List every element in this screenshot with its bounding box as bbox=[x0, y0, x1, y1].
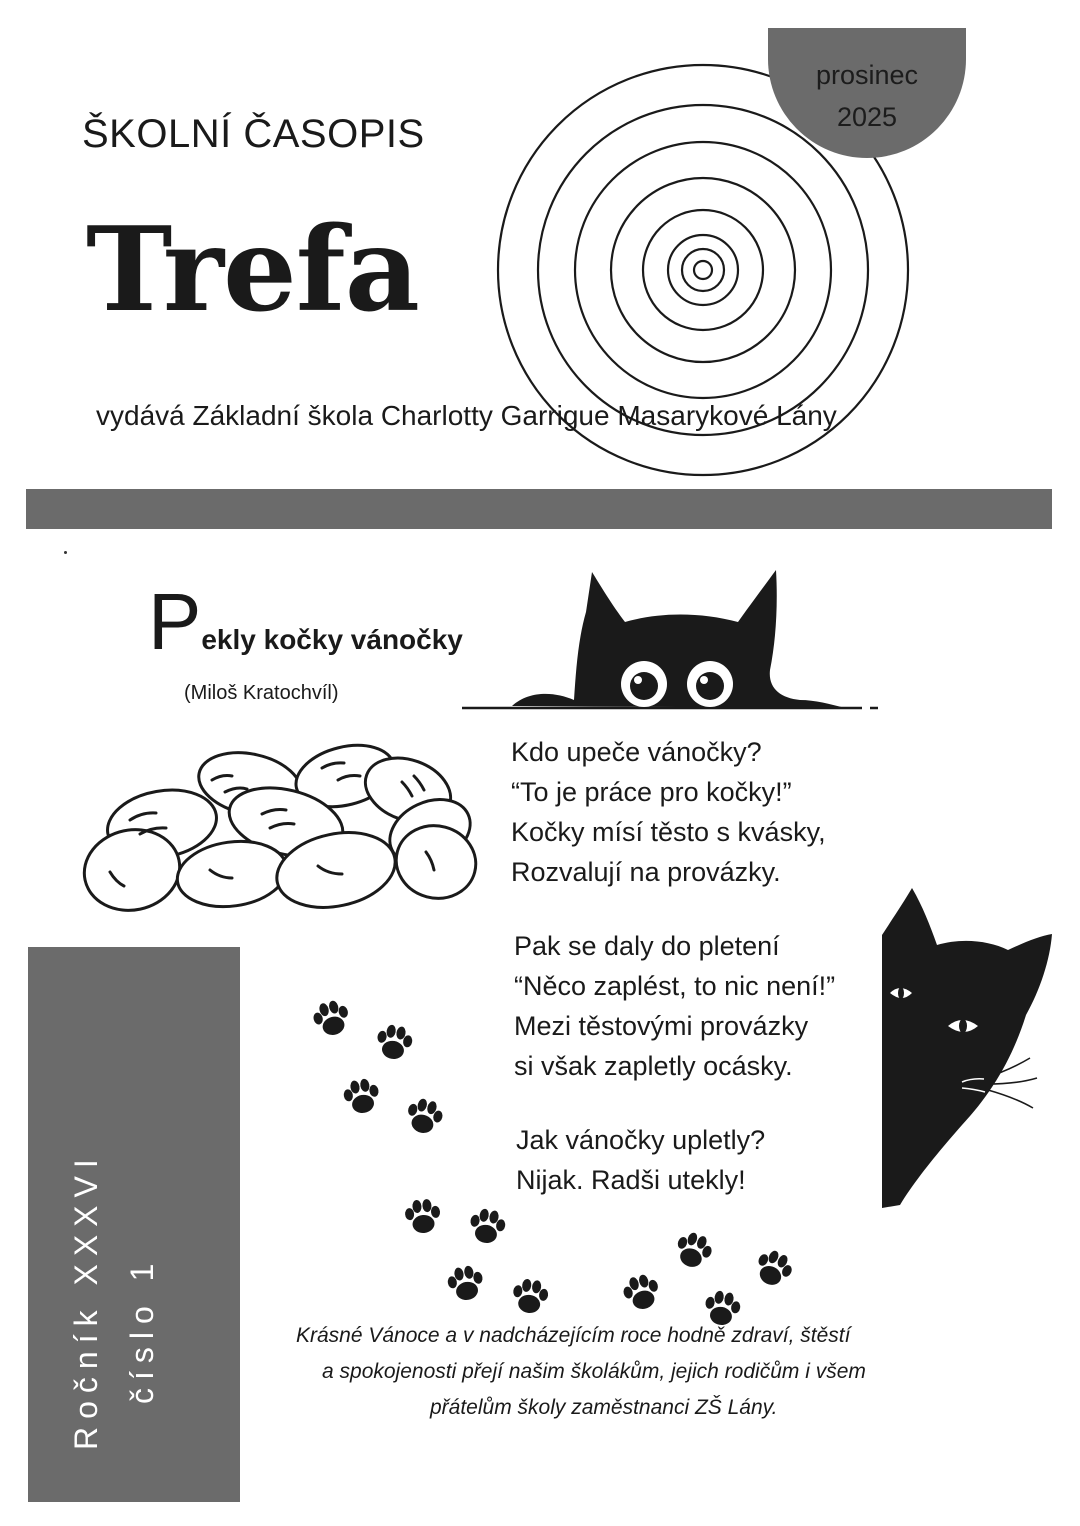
poem-line: Nijak. Radši utekly! bbox=[516, 1165, 746, 1195]
poem-line: Rozvalují na provázky. bbox=[511, 857, 781, 887]
issue-volume: Ročník XXXVI bbox=[68, 1151, 104, 1450]
poem-line: Jak vánočky upletly? bbox=[516, 1125, 766, 1155]
magazine-kicker: ŠKOLNÍ ČASOPIS bbox=[82, 112, 425, 156]
issue-number: číslo 1 bbox=[124, 1255, 160, 1404]
greeting-line: Krásné Vánoce a v nadcházejícím roce hodně zdraví, štěstí bbox=[296, 1324, 851, 1347]
poem-line: Kočky mísí těsto s kvásky, bbox=[511, 817, 826, 847]
publisher-line: vydává Základní škola Charlotty Garrigue Masarykové Lány bbox=[96, 400, 837, 431]
poem-line: Mezi těstovými provázky bbox=[514, 1011, 809, 1041]
poem-line: si však zapletly ocásky. bbox=[514, 1051, 793, 1081]
magazine-title: Trefa bbox=[86, 202, 419, 338]
poem-title-initial: P bbox=[148, 577, 202, 666]
poem-line: Pak se daly do pletení bbox=[514, 931, 780, 961]
poem-line: Kdo upeče vánočky? bbox=[511, 737, 762, 767]
issue-year: 2025 bbox=[836, 102, 898, 132]
poem-line: “To je práce pro kočky!” bbox=[511, 777, 792, 807]
poem-line: “Něco zaplést, to nic není!” bbox=[514, 971, 836, 1001]
issue-month: prosinec bbox=[815, 60, 919, 90]
poem-title-rest: ekly kočky vánočky bbox=[201, 624, 463, 655]
greeting-line: a spokojenosti přejí našim školákům, jejich rodičům i všem bbox=[322, 1360, 866, 1383]
greeting-line: přátelům školy zaměstnanci ZŠ Lány. bbox=[430, 1396, 778, 1419]
poem-author: (Miloš Kratochvíl) bbox=[184, 682, 339, 704]
